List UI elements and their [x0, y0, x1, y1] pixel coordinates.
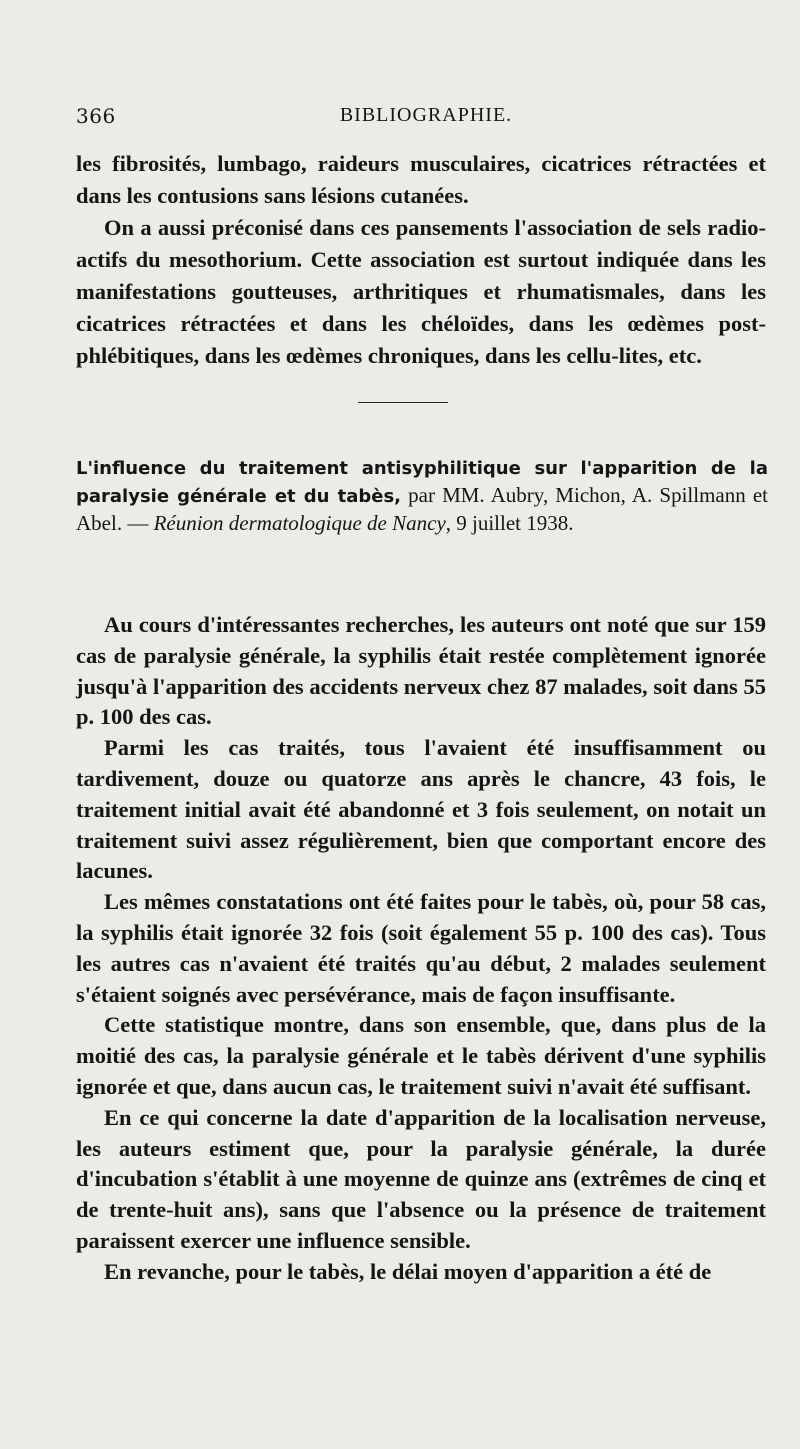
- running-header: [76, 104, 776, 134]
- page-number: 366: [76, 104, 116, 128]
- article-authors: par MM. Aubry, Michon, A. Spillmann et Abel. —: [76, 483, 768, 535]
- running-title: BIBLIOGRAPHIE.: [339, 104, 513, 126]
- paragraph: Parmi les cas traités, tous l'avaient été insuffisamment ou tardivement, douze ou quatorze ans après le chancre, 43 fois, le traitement initial avait été abandonné et 3 fois seulement, on notait un traitement suivi assez régulièrement, bien que comportant encore des lacunes.: [76, 735, 766, 884]
- paragraph: En ce qui concerne la date d'apparition de la localisation nerveuse, les auteurs estiment que, pour la paralysie générale, la durée d'incubation s'établit à une moyenne de quinze ans (extrêmes de cinq et de trente-huit ans), sans que l'absence ou la présence de traitement paraissent exercer une influence sensible.: [76, 1104, 766, 1253]
- paragraph: les fibrosités, lumbago, raideurs musculaires, cicatrices rétractées et dans les contusions sans lésions cutanées.: [76, 151, 766, 208]
- article-body: [76, 610, 766, 1288]
- article-title: L'influence du traitement antisyphilitique sur l'apparition de la paralysie générale et du tabès,: [76, 458, 768, 507]
- paragraph: En revanche, pour le tabès, le délai moyen d'apparition a été de: [104, 1258, 712, 1284]
- article-date: , 9 juillet 1938.: [445, 511, 574, 535]
- intro-text: [76, 148, 766, 372]
- article-source: Réunion dermatologique de Nancy: [153, 511, 446, 535]
- paragraph: Au cours d'intéressantes recherches, les auteurs ont noté que sur 159 cas de paralysie générale, la syphilis était restée complètement ignorée jusqu'à l'apparition des accidents nerveux chez 87 malades, soit dans 55 p. 100 des cas.: [76, 612, 766, 730]
- paragraph: Les mêmes constatations ont été faites pour le tabès, où, pour 58 cas, la syphilis était ignorée 32 fois (soit également 55 p. 100 des cas). Tous les autres cas n'avaient été traités qu'au début, 2 malades seulement s'étaient soignés avec persévérance, mais de façon insuffisante.: [76, 889, 766, 1007]
- section-divider: [358, 402, 448, 403]
- article-heading: [76, 455, 768, 538]
- paragraph: Cette statistique montre, dans son ensemble, que, dans plus de la moitié des cas, la paralysie générale et le tabès dérivent d'une syphilis ignorée et que, dans aucun cas, le traitement suivi n'avait été suffisant.: [76, 1012, 766, 1099]
- paragraph: On a aussi préconisé dans ces pansements l'association de sels radio-actifs du mesothorium. Cette association est surtout indiquée dans les manifestations goutteuses, arthritiques et rhumatismales, dans les cicatrices rétractées et dans les chéloïdes, dans les œdèmes post-phlébitiques, dans les œdèmes chroniques, dans les cellu-lites, etc.: [76, 215, 766, 368]
